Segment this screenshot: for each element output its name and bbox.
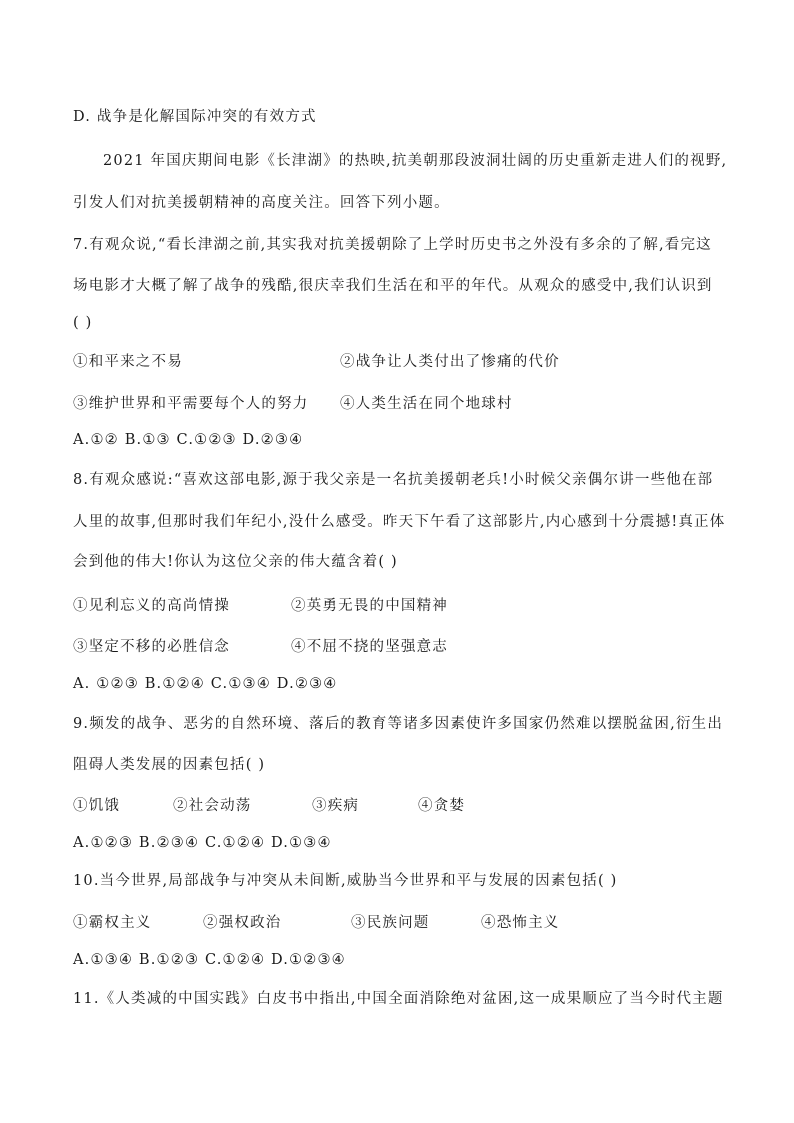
question-9-answers: A.①②③ B.②③④ C.①②④ D.①③④ (73, 835, 332, 851)
question-9-option-3: ③疾病 (312, 798, 360, 814)
option-d-line: D. 战争是化解国际冲突的有效方式 (73, 109, 317, 125)
question-8-option-2: ②英勇无畏的中国精神 (291, 598, 448, 614)
passage-line-1: 2021 年国庆期间电影《长津湖》的热映,抗美朝那段波洞壮阔的历史重新走进人们的视野, (103, 153, 728, 169)
question-10-line-1: 10.当今世界,局部战争与冲突从未间断,威胁当今世界和平与发展的因素包括( ) (73, 873, 618, 889)
question-11-line-1: 11.《人类减的中国实践》白皮书中指出,中国全面消除绝对盆困,这一成果顺应了当今时代主题 (73, 991, 724, 1007)
question-8-line-1: 8.有观众感说:“喜欢这部电影,源于我父亲是一名抗美援朝老兵!小时候父亲偶尔讲一些他在部 (73, 472, 714, 488)
question-7-option-4: ④人类生活在同个地球村 (340, 396, 513, 412)
question-8-option-3: ③坚定不移的必胜信念 (73, 639, 230, 655)
question-8-option-4: ④不屈不挠的坚强意志 (291, 639, 448, 655)
question-9-line-1: 9.频发的战争、恶劣的自然环境、落后的教育等诸多因素使许多国家仍然难以摆脱盆困,衍生出 (73, 716, 724, 732)
question-7-answers: A.①② B.①③ C.①②③ D.②③④ (73, 432, 304, 448)
question-7-option-1: ①和平来之不易 (73, 354, 183, 370)
question-8-line-2: 人里的故事,但那时我们年纪小,没什么感受。昨天下午看了这部影片,内心感到十分震撼!真正体 (73, 514, 726, 530)
question-10-answers: A.①③④ B.①②③ C.①②④ D.①②③④ (73, 952, 346, 968)
question-9-option-1: ①饥饿 (73, 798, 121, 814)
question-8-option-1: ①见利忘义的高尚情操 (73, 598, 230, 614)
question-9-option-4: ④贪婪 (418, 798, 466, 814)
question-7-line-1: 7.有观众说,“看长津湖之前,其实我对抗美援朝除了上学时历史书之外没有多余的了解,看完这 (73, 237, 712, 253)
question-10-option-1: ①霸权主义 (73, 915, 152, 931)
question-10-option-2: ②强权政治 (203, 915, 282, 931)
question-7-line-2: 场电影才大概了解了战争的残酷,很庆幸我们生活在和平的年代。从观众的感受中,我们认识到 (73, 278, 713, 294)
question-7-option-3: ③维护世界和平需要每个人的努力 (73, 396, 309, 412)
question-10-option-4: ④恐怖主义 (481, 915, 560, 931)
question-10-option-3: ③民族问题 (351, 915, 430, 931)
question-8-answers: A. ①②③ B.①②④ C.①③④ D.②③④ (73, 676, 338, 692)
question-9-line-2: 阻碍人类发展的因素包括( ) (73, 757, 266, 773)
question-7-option-2: ②战争让人类付出了惨痛的代价 (340, 354, 560, 370)
question-8-line-3: 会到他的伟大!你认为这位父亲的伟大蕴含着( ) (73, 554, 398, 570)
question-7-blank: ( ) (73, 315, 93, 331)
question-9-option-2: ②社会动荡 (173, 798, 252, 814)
passage-line-2: 引发人们对抗美援朝精神的高度关注。回答下列小题。 (73, 195, 450, 211)
